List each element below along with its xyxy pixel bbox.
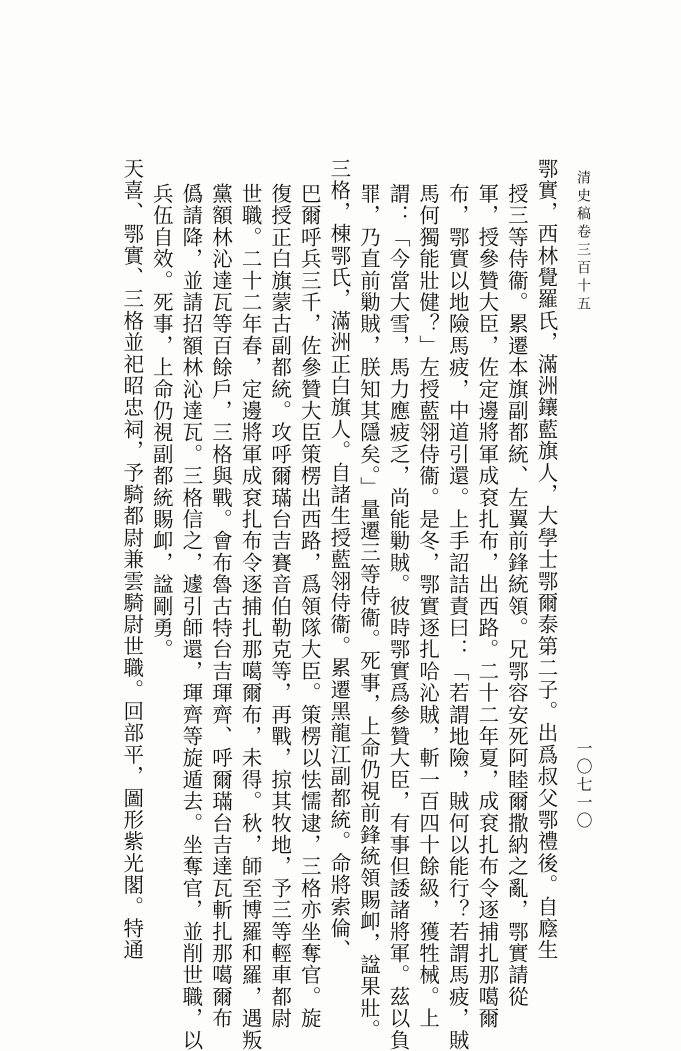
page-number: 一〇七一〇: [574, 740, 593, 830]
text-column: 授三等侍衞。累遷本旗副都統、左翼前鋒統領。兄鄂容安死阿睦爾撒納之亂，鄂實請從: [504, 183, 529, 1008]
text-column: 黨額林沁達瓦等百餘戶，三格與戰。會布魯古特台吉琿齊、呼爾璊台吉達瓦斬扎那噶爾布: [208, 183, 233, 1030]
text-column: 軍，授參贊大臣，佐定邊將軍成袞扎布，出西路。二十二年夏，成袞扎布令逐捕扎那噶爾: [474, 183, 499, 1030]
text-column: 天喜、鄂實、三格並祀昭忠祠，予騎都尉兼雲騎尉世職。回部平，圖形紫光閣。特通: [119, 158, 144, 961]
body-text: [100, 158, 560, 1051]
text-column: 復授正白旗蒙古副都統。攻呼爾璊台吉賽音伯勒克等，再戰，掠其牧地，予三等輕車都尉: [267, 183, 292, 1030]
text-column: 世職。二十二年春，定邊將軍成袞扎布令逐捕扎那噶爾布，未得。秋，師至博羅和羅，遇叛: [238, 183, 263, 1051]
text-column: 馬何獨能壯健？」左授藍翎侍衞。是冬，鄂實逐扎哈沁賊，斬一百四十餘級，獲牲械。上: [415, 183, 440, 1030]
text-column: 鄂實，西林覺羅氏，滿洲鑲藍旗人，大學士鄂爾泰第二子。出爲叔父鄂禮後。自廕生: [534, 158, 558, 961]
text-column: 布，鄂實以地險馬疲，中道引還。上手詔詰責曰：「若謂地險，賊何以能行？若謂馬疲，賊: [445, 183, 470, 1051]
text-column: 謂：「今當大雪，馬力應疲乏，尚能勦賊。彼時鄂實爲參贊大臣，有事但諉諸將軍。茲以負: [386, 183, 411, 1051]
running-header-title: 清史稿卷三百十五: [575, 170, 591, 314]
text-column: 三格，棟鄂氏，滿洲正白旗人。自諸生授藍翎侍衞。累遷黑龍江副都統。命將索倫、: [326, 158, 351, 961]
text-column: 巴爾呼兵三千，佐參贊大臣策楞出西路，爲領隊大臣。策楞以怯懦逮，三格亦坐奪官。旋: [297, 183, 322, 1030]
text-column: 僞請降，並請招額林沁達瓦。三格信之，遽引師還，琿齊等旋遁去。坐奪官，並削世職，以: [178, 183, 203, 1051]
text-column: 兵伍自效。死事，上命仍視副都統賜卹，諡剛勇。: [149, 183, 174, 661]
text-column: 罪，乃直前勦賊，朕知其隱矣。」量遷三等侍衞。死事，上命仍視前鋒統領賜卹，諡果壯。: [356, 183, 381, 1041]
